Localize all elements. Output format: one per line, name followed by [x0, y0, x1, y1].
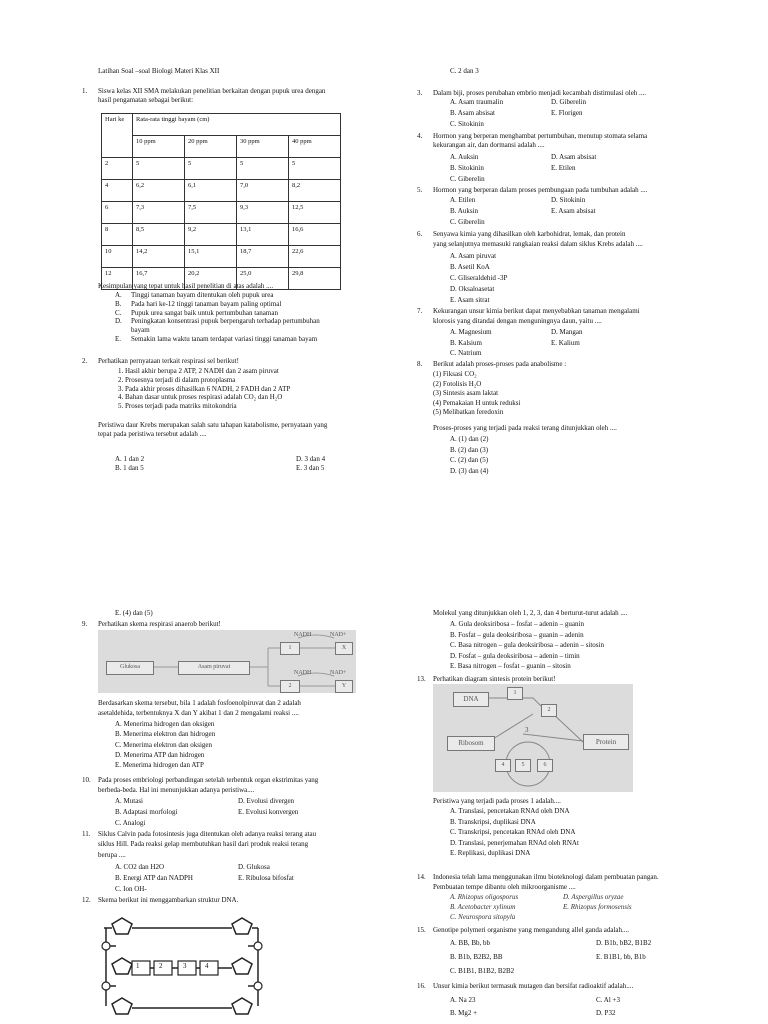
option-item[interactable]	[115, 335, 320, 344]
table-cell: 2	[102, 158, 133, 180]
q6-stem-line2: yang selanjutnya memasuki rangkaian reaksi dalam siklus Krebs adalah ....	[433, 240, 643, 248]
q7-option-e[interactable]: E. Kalium	[551, 339, 580, 347]
table-cell: 6,1	[185, 180, 237, 202]
table-cell: 29,8	[289, 268, 341, 290]
q4-option-d[interactable]: D. Asam absisat	[551, 153, 597, 161]
table-cell: 4	[102, 180, 133, 202]
box-x: X	[335, 642, 353, 655]
q5-option-b[interactable]: B. Auksin	[450, 207, 479, 215]
q16-number: 16.	[417, 982, 426, 990]
q6-options	[450, 251, 507, 306]
option-text: bayam	[131, 326, 150, 334]
nadh-label: NADH	[294, 670, 312, 676]
option-letter: C.	[115, 308, 122, 317]
option-item[interactable]: B. Transkripsi, duplikasi DNA	[450, 817, 536, 826]
q4-option-a[interactable]: A. Auksin	[450, 153, 479, 161]
q1-stem-line1: Siswa kelas XII SMA melakukan penelitian berkaitan dengan pupuk urea dengan	[98, 87, 326, 95]
q7-option-b[interactable]: B. Kalsium	[450, 339, 482, 347]
q2-tail-line2: tepat pada peristiwa tersebut adalah ....	[98, 430, 207, 438]
q15-option-e[interactable]: E. B1B1, bb, B1b	[596, 953, 646, 961]
table-cell: 5	[237, 158, 289, 180]
option-item[interactable]: C. Menerima elektron dan oksigen	[115, 740, 213, 749]
table-cell: 25,0	[237, 268, 289, 290]
q8-options	[450, 434, 489, 476]
q2-stem: Perhatikan pernyataan terkait respirasi sel berikut!	[98, 357, 239, 365]
q7-option-c[interactable]: C. Natrium	[450, 349, 482, 357]
q15-option-b[interactable]: B. B1b, B2B2, BB	[450, 953, 503, 961]
q15-option-d[interactable]: D. B1b, bB2, B1B2	[596, 939, 652, 947]
list-item: (5) Melibatkan feredoxin	[433, 408, 504, 416]
list-item: 3. Pada akhir proses dihasilkan 6 NADH, 2 FADH dan 2 ATP	[118, 384, 291, 393]
option-item	[115, 326, 320, 335]
option-letter: D.	[115, 317, 122, 326]
q11-option-e[interactable]: E. Ribulosa bifosfat	[238, 874, 294, 882]
q10-option-b[interactable]: B. Adaptasi morfologi	[115, 808, 178, 816]
q8-tail: Proses-proses yang terjadi pada reaksi terang ditunjukkan oleh ....	[433, 424, 617, 432]
q2-option-b[interactable]: B. 1 dan 5	[115, 464, 144, 472]
option-item[interactable]: A. Gula deoksiribosa – fosfat – adenin – guanin	[450, 620, 584, 628]
q14-option-d[interactable]: D. Aspergillus oryzae	[563, 893, 624, 901]
list-item: (2) Fotolisis H₂O	[433, 379, 482, 388]
option-item[interactable]: A. Asam piruvat	[450, 252, 497, 260]
q14-option-b[interactable]: B. Acetobacter xylinum	[450, 903, 516, 911]
q9-options	[115, 719, 215, 770]
q4-option-b[interactable]: B. Sitokinin	[450, 164, 484, 172]
q11-number: 11.	[82, 830, 91, 838]
table-cell: 5	[289, 158, 341, 180]
q8-option-e[interactable]: E. (4) dan (5)	[115, 609, 153, 617]
protein-synthesis-diagram	[433, 684, 633, 792]
step-1-box: 1	[507, 687, 523, 700]
option-letter: E.	[115, 334, 122, 343]
q10-option-c[interactable]: C. Analogi	[115, 819, 146, 827]
table-cell: 5	[185, 158, 237, 180]
q9-tail-line2: asetaldehida, terbentuknya X dan Y akibat 1 dan 2 mengalami reaksi ....	[98, 709, 299, 717]
dna-structure-diagram	[98, 906, 266, 1020]
q13-number: 13.	[417, 675, 426, 683]
q15-stem: Genotipe polymeri organisme yang mengandung allel ganda adalah....	[433, 926, 630, 934]
q2-number: 2.	[82, 357, 88, 365]
step-5-box: 5	[515, 759, 531, 772]
q11-option-c[interactable]: C. Ion OH-	[115, 885, 147, 893]
q5-option-c[interactable]: C. Giberelin	[450, 218, 485, 226]
table-row	[102, 202, 341, 224]
q10-stem-line1: Pada proses embriologi perbandingan setelah terbentuk organ ekstrimitas yang	[98, 776, 319, 784]
q7-option-a[interactable]: A. Magnesium	[450, 328, 492, 336]
option-text: Peningkatan konsentrasi pupuk berpengaruh terhadap pertumbuhan	[131, 317, 320, 326]
table-cell: 8,2	[289, 180, 341, 202]
table-cell: 12,5	[289, 202, 341, 224]
q6-stem-line1: Senyawa kimia yang dihasilkan oleh karbohidrat, lemak, dan protein	[433, 230, 626, 238]
table-row	[102, 246, 341, 268]
table-cell: 5	[133, 158, 185, 180]
q5-option-e[interactable]: E. Asam absisat	[551, 207, 596, 215]
q6-number: 6.	[417, 230, 423, 238]
results-table	[101, 113, 341, 290]
step-6-box: 6	[537, 759, 553, 772]
option-item[interactable]: A. (1) dan (2)	[450, 435, 489, 443]
list-item: (3) Sintesis asam laktat	[433, 389, 499, 397]
q16-option-c[interactable]: C. Al +3	[596, 996, 620, 1004]
q14-option-e[interactable]: E. Rhizopus formosensis	[563, 903, 632, 911]
q3-number: 3.	[417, 89, 423, 97]
q13-options	[450, 806, 579, 859]
q5-option-a[interactable]: A. Etilen	[450, 196, 476, 204]
option-text: Semakin lama waktu tanam terdapat variasi tinggi tanaman bayam	[131, 334, 318, 343]
table-cell: 18,7	[237, 246, 289, 268]
q10-option-d[interactable]: D. Evolusi divergen	[238, 797, 295, 805]
q5-option-d[interactable]: D. Sitokinin	[551, 196, 586, 204]
q9-number: 9.	[82, 620, 88, 628]
table-cell: 6	[102, 202, 133, 224]
table-cell: 9,2	[185, 224, 237, 246]
option-item[interactable]: B. Menerima elektron dan hidrogen	[115, 730, 216, 739]
q3-stem: Dalam biji, proses perubahan embrio menjadi kecambah distimulasi oleh ....	[433, 89, 647, 97]
dna-label-3: 3	[183, 962, 187, 970]
list-item: 2. Prosesnya terjadi di dalam protoplasma	[118, 375, 236, 384]
q8-number: 8.	[417, 360, 423, 368]
list-item: 5. Proses terjadi pada matriks mitokondria	[118, 402, 237, 410]
step-3-label: 3	[525, 726, 529, 734]
q7-stem-line2: klorosis yang ditandai dengan menguningnya daun, yaitu ....	[433, 317, 602, 325]
option-item[interactable]: A. Translasi, pencetakan RNAd oleh DNA	[450, 807, 570, 815]
step-2-box: 2	[541, 704, 557, 717]
q11-option-a[interactable]: A. CO2 dan H2O	[115, 863, 164, 871]
option-item[interactable]: C. (2) dan (5)	[450, 456, 489, 464]
table-cell: 8,5	[133, 224, 185, 246]
q1-kesimpulan: Kesimpulan yang tepat untuk hasil penelitian di atas adalah ....	[98, 282, 274, 290]
q1-stem-line2: hasil pengamatan sebagai berikut:	[98, 96, 194, 104]
dna-box: DNA	[453, 692, 489, 707]
q2-option-e[interactable]: E. 3 dan 5	[296, 464, 325, 472]
table-row	[102, 224, 341, 246]
q9-stem: Perhatikan skema respirasi anaerob berikut!	[98, 620, 221, 628]
table-cell: 22,6	[289, 246, 341, 268]
table-cell: 7,5	[185, 202, 237, 224]
q13-tail: Peristiwa yang terjadi pada proses 1 adalah....	[433, 797, 561, 805]
table-cell: 7,3	[133, 202, 185, 224]
table-cell: 14,2	[133, 246, 185, 268]
table-row	[102, 158, 341, 180]
dna-label-4: 4	[205, 962, 209, 970]
step-4-box: 4	[495, 759, 511, 772]
option-item[interactable]	[115, 291, 320, 300]
q14-stem-line1: Indonesia telah lama menggunakan ilmu bioteknologi dalam pembuatan pangan.	[433, 873, 659, 881]
table-header-group: Rata-rata tinggi bayam (cm)	[133, 114, 341, 136]
q4-stem-line1: Hormon yang berperan menghambat pertumbuhan, menutup stomata selama	[433, 132, 648, 140]
option-item[interactable]: E. Menerima hidrogen dan ATP	[115, 761, 204, 770]
q16-stem: Unsur kimia berikut termasuk mutagen dan bersifat radioaktif adalah....	[433, 982, 634, 990]
q7-number: 7.	[417, 307, 423, 315]
q9-tail-line1: Berdasarkan skema tersebut, bila 1 adalah fosfoenolpiruvat dan 2 adalah	[98, 699, 301, 707]
q2-option-d[interactable]: D. 3 dan 4	[296, 455, 326, 463]
q14-option-a[interactable]: A. Rhizopus oligosporus	[450, 893, 519, 901]
q2-option-c[interactable]: C. 2 dan 3	[450, 67, 479, 75]
q14-number: 14.	[417, 873, 426, 881]
q3-option-a[interactable]: A. Asam traumalin	[450, 98, 504, 106]
table-cell: 15,1	[185, 246, 237, 268]
table-cell: 10	[102, 246, 133, 268]
dna-label-2: 2	[159, 962, 163, 970]
option-item[interactable]: E. Replikasi, duplikasi DNA	[450, 849, 531, 857]
table-cell: 6,2	[133, 180, 185, 202]
q11-option-d[interactable]: D. Glukosa	[238, 863, 270, 871]
q16-option-b[interactable]: B. Mg2 +	[450, 1009, 478, 1017]
asam-piruvat-box: Asam piruvat	[178, 661, 250, 675]
table-cell: 9,3	[237, 202, 289, 224]
option-item[interactable]: D. (3) dan (4)	[450, 466, 489, 475]
option-text: Tinggi tanaman bayam ditentukan oleh pupuk urea	[131, 291, 274, 299]
box-2: 2	[280, 680, 300, 693]
q16-option-d[interactable]: D. P32	[596, 1009, 616, 1017]
q3-option-c[interactable]: C. Sitokinin	[450, 120, 484, 128]
option-item[interactable]: D. Translasi, penerjemahan RNAd oleh RNAt	[450, 838, 579, 847]
q4-stem-line2: kekurangan air, dan dormansi adalah ....	[433, 141, 545, 149]
table-cell: 16,6	[289, 224, 341, 246]
table-header-col: 30 ppm	[237, 136, 289, 158]
q14-stem-line2: Pembuatan tempe dibantu oleh mikroorganisme ....	[433, 883, 576, 891]
option-item[interactable]: B. (2) dan (3)	[450, 445, 489, 454]
option-item[interactable]: C. Transkripsi, pencetakan RNAd oleh DNA	[450, 828, 576, 836]
nadh-label: NADH	[294, 632, 312, 638]
option-text: Pupuk urea sangat baik untuk pertumbuhan tanaman	[131, 308, 278, 317]
option-item[interactable]	[115, 317, 320, 326]
q1-options	[115, 291, 320, 344]
option-item[interactable]: E. Basa nitrogen – fosfat – guanin – sitosin	[450, 662, 571, 670]
list-item: (1) Fiksasi CO₂	[433, 370, 477, 378]
option-item[interactable]: C. Basa nitrogen – gula deoksiribosa – adenin – sitosin	[450, 641, 604, 649]
q11-stem-line2: siklus Hill. Pada reaksi gelap membutuhkan hasil dari produk reaksi terang	[98, 840, 309, 848]
table-header-hari: Hari ke	[102, 114, 133, 158]
q1-number: 1.	[82, 87, 88, 95]
list-item: (4) Pemakaian H untuk reduksi	[433, 398, 521, 407]
nad-label: NAD+	[330, 632, 347, 638]
table-cell: 8	[102, 224, 133, 246]
q10-number: 10.	[82, 776, 91, 784]
list-item: 1. Hasil akhir berupa 2 ATP, 2 NADH dan 2 asam piruvat	[118, 367, 279, 375]
q7-stem-line1: Kekurangan unsur kimia berikut dapat menyebabkan tanaman mengalami	[433, 307, 640, 315]
q4-option-c[interactable]: C. Giberelin	[450, 175, 485, 183]
q11-option-b[interactable]: B. Energi ATP dan NADPH	[115, 874, 193, 882]
q10-option-e[interactable]: E. Evolusi konvergen	[238, 808, 299, 816]
q4-option-e[interactable]: E. Etilen	[551, 164, 576, 172]
table-header-col: 10 ppm	[133, 136, 185, 158]
dna-label-1: 1	[136, 962, 140, 970]
q3-option-b[interactable]: B. Asam absisat	[450, 109, 495, 117]
q12-tail: Molekul yang ditunjukkan oleh 1, 2, 3, dan 4 berturut-turut adalah ....	[433, 609, 628, 617]
q16-option-a[interactable]: A. Na 23	[450, 996, 476, 1004]
q11-stem-line3: berupa ....	[98, 851, 126, 859]
q8-stem: Berikut adalah proses-proses pada anabolisme :	[433, 360, 567, 368]
table-header-col: 40 ppm	[289, 136, 341, 158]
table-cell: 16,7	[133, 268, 185, 290]
q12-options	[450, 619, 604, 672]
q2-option-a[interactable]: A. 1 dan 2	[115, 455, 145, 463]
option-item[interactable]: D. Fosfat – gula deoksiribosa – adenin – timin	[450, 651, 580, 660]
option-item[interactable]: B. Asetil KoA	[450, 263, 490, 271]
box-1: 1	[280, 642, 300, 655]
table-cell: 7,0	[237, 180, 289, 202]
table-cell: 20,2	[185, 268, 237, 290]
table-header-col: 20 ppm	[185, 136, 237, 158]
q13-stem: Perhatikan diagram sintesis protein berikut!	[433, 675, 556, 683]
option-text: Pada hari ke-12 tinggi tanaman bayam paling optimal	[131, 299, 282, 308]
box-y: Y	[335, 680, 353, 693]
option-letter: A.	[115, 291, 122, 299]
option-item[interactable]	[115, 300, 320, 309]
option-item[interactable]: A. Menerima hidrogen dan oksigen	[115, 720, 215, 728]
q15-number: 15.	[417, 926, 426, 934]
option-item[interactable]: C. Gliseraldehid -3P	[450, 274, 508, 282]
protein-box: Protein	[583, 734, 629, 750]
nad-label: NAD+	[330, 670, 347, 676]
q3-option-e[interactable]: E. Florigen	[551, 109, 583, 117]
q15-option-a[interactable]: A. BB, Bb, bb	[450, 939, 491, 947]
option-item[interactable]: D. Menerima ATP dan hidrogen	[115, 750, 205, 759]
anaerobic-respiration-diagram	[98, 630, 356, 693]
table-row	[102, 180, 341, 202]
q12-stem: Skema berikut ini menggambarkan struktur DNA.	[98, 896, 239, 904]
option-item[interactable]	[115, 309, 320, 318]
q2-items	[118, 367, 290, 411]
dna-ladder	[98, 906, 266, 1020]
table-cell: 13,1	[237, 224, 289, 246]
option-item[interactable]: D. Oksaloasetat	[450, 285, 495, 293]
q3-option-d[interactable]: D. Giberelin	[551, 98, 586, 106]
q2-tail-line1: Peristiwa daur Krebs merupakan salah satu tahapan katabolisme, pernyataan yang	[98, 421, 328, 429]
q15-option-c[interactable]: C. B1B1, B1B2, B2B2	[450, 967, 515, 975]
option-item[interactable]: E. Asam sitrat	[450, 296, 490, 304]
ribosom-box: Ribosom	[447, 736, 495, 751]
doc-title: Latihan Soal –soal Biologi Materi Klas XII	[98, 67, 220, 75]
q12-number: 12.	[82, 896, 91, 904]
q14-option-c[interactable]: C. Neurospora sitopyla	[450, 913, 516, 921]
option-item[interactable]: B. Fosfat – gula deoksiribosa – guanin – adenin	[450, 630, 584, 639]
option-letter: B.	[115, 299, 122, 308]
q10-stem-line2: berbeda-beda. Hal ini menunjukkan adanya peristiwa....	[98, 786, 255, 794]
q4-number: 4.	[417, 132, 423, 140]
q5-stem: Hormon yang berperan dalam proses pembungaan pada tumbuhan adalah ....	[433, 186, 648, 194]
list-item: 4. Bahan dasar untuk proses respirasi adalah CO₂ dan H₂O	[118, 393, 283, 402]
q5-number: 5.	[417, 186, 423, 194]
q8-items	[433, 370, 520, 418]
q10-option-a[interactable]: A. Mutasi	[115, 797, 143, 805]
glukosa-box: Glukosa	[106, 661, 154, 675]
q11-stem-line1: Siklus Calvin pada fotosintesis juga ditentukan oleh adanya reaksi terang atau	[98, 830, 317, 838]
q7-option-d[interactable]: D. Mangan	[551, 328, 583, 336]
table-cell: 12	[102, 268, 133, 290]
